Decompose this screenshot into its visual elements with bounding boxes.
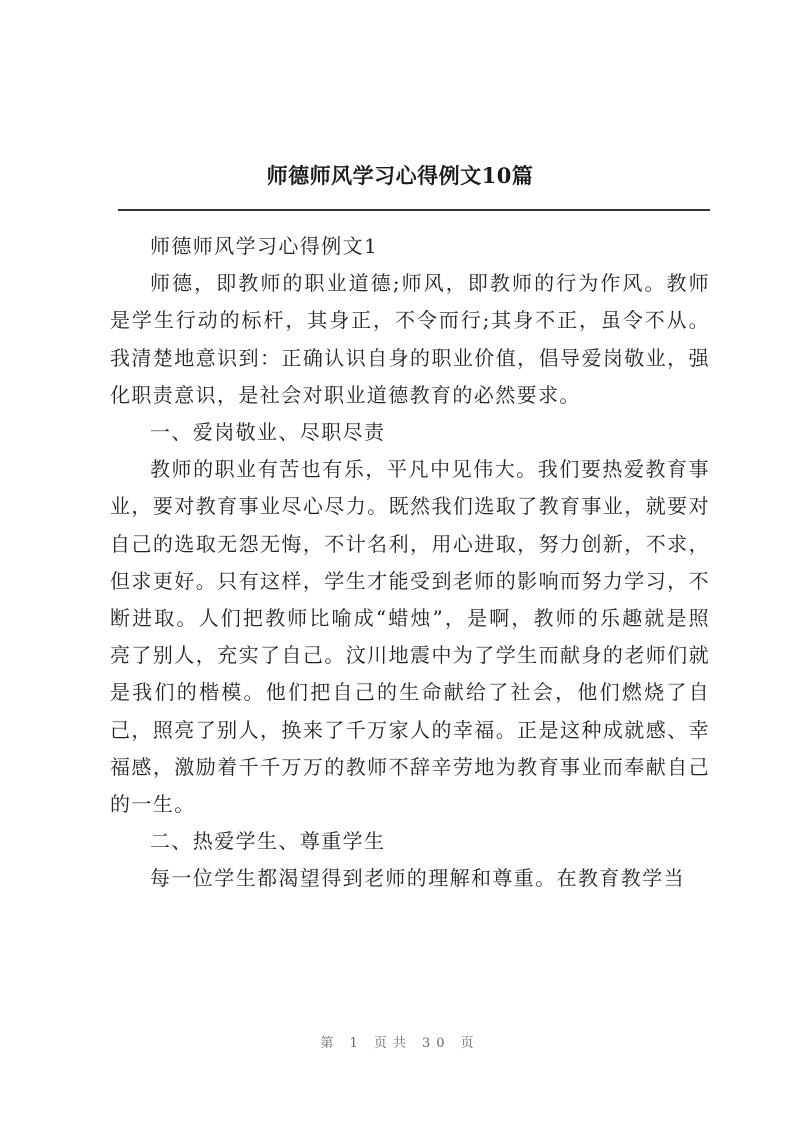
page-footer xyxy=(0,1032,800,1051)
page-number-label: 第 1 页共 30 页 xyxy=(320,1036,480,1051)
document-body xyxy=(110,228,710,898)
love-job-paragraph: 教师的职业有苦也有乐，平凡中见伟大。我们要热爱教育事业，要对教育事业尽心尽力。既然我们选取了教育事业，就要对自己的选取无怨无悔，不计名利，用心进取，努力创新，不求，但求更好。只有这样，学生才能受到老师的影响而努力学习，不断进取。人们把教师比喻成“蜡烛”，是啊，教师的乐趣就是照亮了别人，充实了自己。汶川地震中为了学生而献身的老师们就是我们的楷模。他们把自己的生命献给了社会，他们燃烧了自己，照亮了别人，换来了千万家人的幸福。正是这种成就感、幸福感，激励着千千万万的教师不辞辛劳地为教育事业而奉献自己的一生。 xyxy=(110,457,710,817)
section-heading-love-job: 一、爱岗敬业、尽职尽责 xyxy=(150,420,386,445)
title-divider xyxy=(118,209,710,211)
section-heading-love-students: 二、热爱学生、尊重学生 xyxy=(150,829,386,854)
section-heading-example-1: 师德师风学习心得例文1 xyxy=(150,234,379,258)
intro-paragraph: 师德，即教师的职业道德;师风，即教师的行为作风。教师是学生行动的标杆，其身正，不令而行;其身不正，虽令不从。我清楚地意识到：正确认识自身的职业价值，倡导爱岗敬业，强化职责意识，是社会对职业道德教育的必然要求。 xyxy=(110,271,710,407)
love-students-paragraph: 每一位学生都渴望得到老师的理解和尊重。在教育教学当 xyxy=(150,866,685,891)
document-title: 师德师风学习心得例文10篇 xyxy=(266,163,534,188)
